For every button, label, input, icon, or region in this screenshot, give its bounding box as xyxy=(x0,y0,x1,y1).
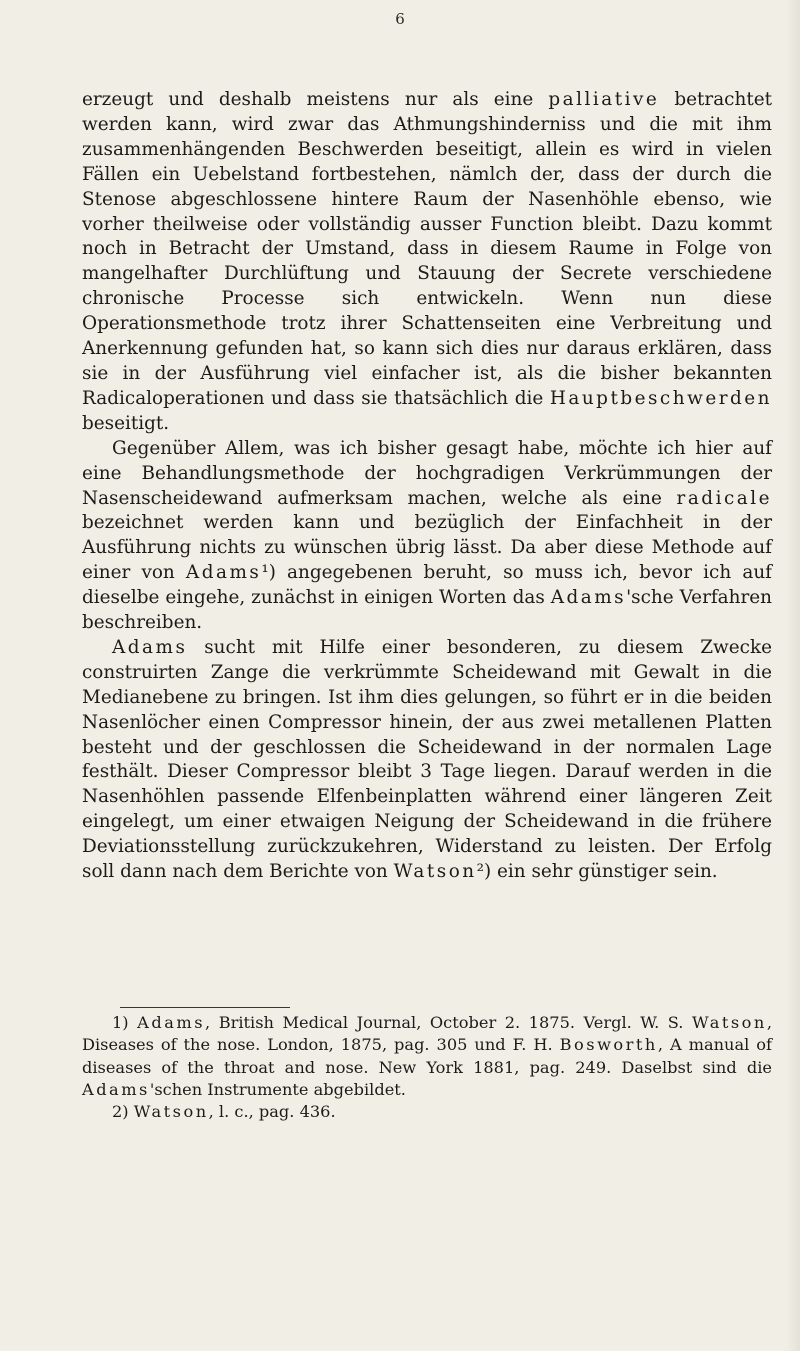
page-edge-shadow xyxy=(786,0,800,1351)
footnote xyxy=(82,1012,772,1101)
text-run: ²) ein sehr günstiger sein. xyxy=(476,861,718,883)
paragraph xyxy=(82,437,772,636)
paragraph xyxy=(82,88,772,437)
footnotes xyxy=(82,1012,772,1123)
spaced-name: Bosworth xyxy=(559,1035,658,1055)
text-run: , British Medical Journal, October 2. 1875. Vergl. W. S. xyxy=(205,1013,692,1032)
paragraph xyxy=(82,636,772,885)
spaced-name: Adams xyxy=(550,587,627,609)
text-run: betrachtet werden kann, wird zwar das Athmungshinderniss und die mit ihm zusammenhängenden Beschwerden beseitigt, allein es wird in vielen Fällen ein Uebelstand fortbestehen, nämlch der, dass der durch die Stenose abgeschlossene hintere Raum der Nasenhöhle ebenso, wie vorher theilweise oder vollständig ausser Function bleibt. Dazu kommt noch in Betracht der Umstand, dass in diesem Raume in Folge von mangelhafter Durchlüftung und Stauung der Secrete verschiedene chronische Processe sich entwickeln. Wenn nun diese Operationsmethode trotz ihrer Schattenseiten eine Verbreitung und Anerkennung gefunden hat, so kann sich dies nur daraus erklären, dass sie in der Ausführung viel einfacher ist, als die bisher bekannten Radicaloperationen und dass sie thatsächlich die xyxy=(82,89,772,409)
spaced-name: Adams xyxy=(185,562,262,584)
text-run: , l. c., pag. 436. xyxy=(208,1102,336,1122)
text-run: Gegenüber Allem, was ich bisher gesagt habe, möchte ich hier auf eine Behandlungsmethode der hochgradigen Verkrümmungen der Nasenscheidewand aufmerksam machen, welche als eine xyxy=(82,437,772,509)
text-run: ¹) angegebenen beruht, so muss ich, bevor ich auf dieselbe eingehe, zunächst in einigen Worten das xyxy=(82,562,772,609)
text-run: beseitigt. xyxy=(82,412,170,434)
page-number: 6 xyxy=(395,10,405,28)
spaced-name: Watson xyxy=(691,1013,767,1032)
body-text xyxy=(82,88,772,885)
spaced-name: palliative xyxy=(548,89,660,110)
footnote xyxy=(82,1101,772,1123)
spaced-name: Adams xyxy=(137,1013,206,1032)
text-run: 'schen Instrumente abgebildet. xyxy=(149,1079,406,1099)
text-run: sucht mit Hilfe einer besonderen, zu diesem Zwecke construirten Zange die verkrümmte Scheidewand mit Gewalt in die Medianebene zu bringen. Ist ihm dies gelungen, so führt er in die beiden Nasenlöcher einen Compressor hinein, der aus zwei metallenen Platten besteht und der geschlossen die Scheidewand in der normalen Lage festhält. Dieser Compressor bleibt 3 Tage liegen. Darauf werden in die Nasenhöhlen passende Elfenbeinplatten während einer längeren Zeit eingelegt, um einer etwaigen Neigung der Scheidewand in die frühere Deviationsstellung zurückzukehren, Widerstand zu leisten. Der Erfolg soll dann nach dem Berichte von xyxy=(82,636,772,883)
spaced-name: Watson xyxy=(393,861,477,883)
text-run: , Diseases of the nose. London, 1875, pag. 305 und F. H. xyxy=(82,1013,772,1055)
spaced-name: Hauptbeschwerden xyxy=(549,387,772,409)
spaced-name: Adams xyxy=(112,636,188,658)
footnote-divider xyxy=(120,1007,290,1008)
text-run: erzeugt und deshalb meistens nur als eine xyxy=(82,89,549,110)
text-run: 2) xyxy=(112,1102,134,1122)
text-run: bezeichnet werden kann und bezüglich der Einfachheit in der Ausführung nichts zu wünschen übrig lässt. Da aber diese Methode auf einer von xyxy=(82,512,772,584)
text-run: 1) xyxy=(112,1013,138,1032)
spaced-name: Watson xyxy=(133,1102,209,1122)
text-run: 'sche Verfahren beschreiben. xyxy=(82,587,772,634)
spaced-name: radicale xyxy=(676,487,772,509)
text-run: , A manual of diseases of the throat and nose. New York 1881, pag. 249. Daselbst sind die xyxy=(82,1035,772,1077)
spaced-name: Adams xyxy=(82,1079,150,1099)
